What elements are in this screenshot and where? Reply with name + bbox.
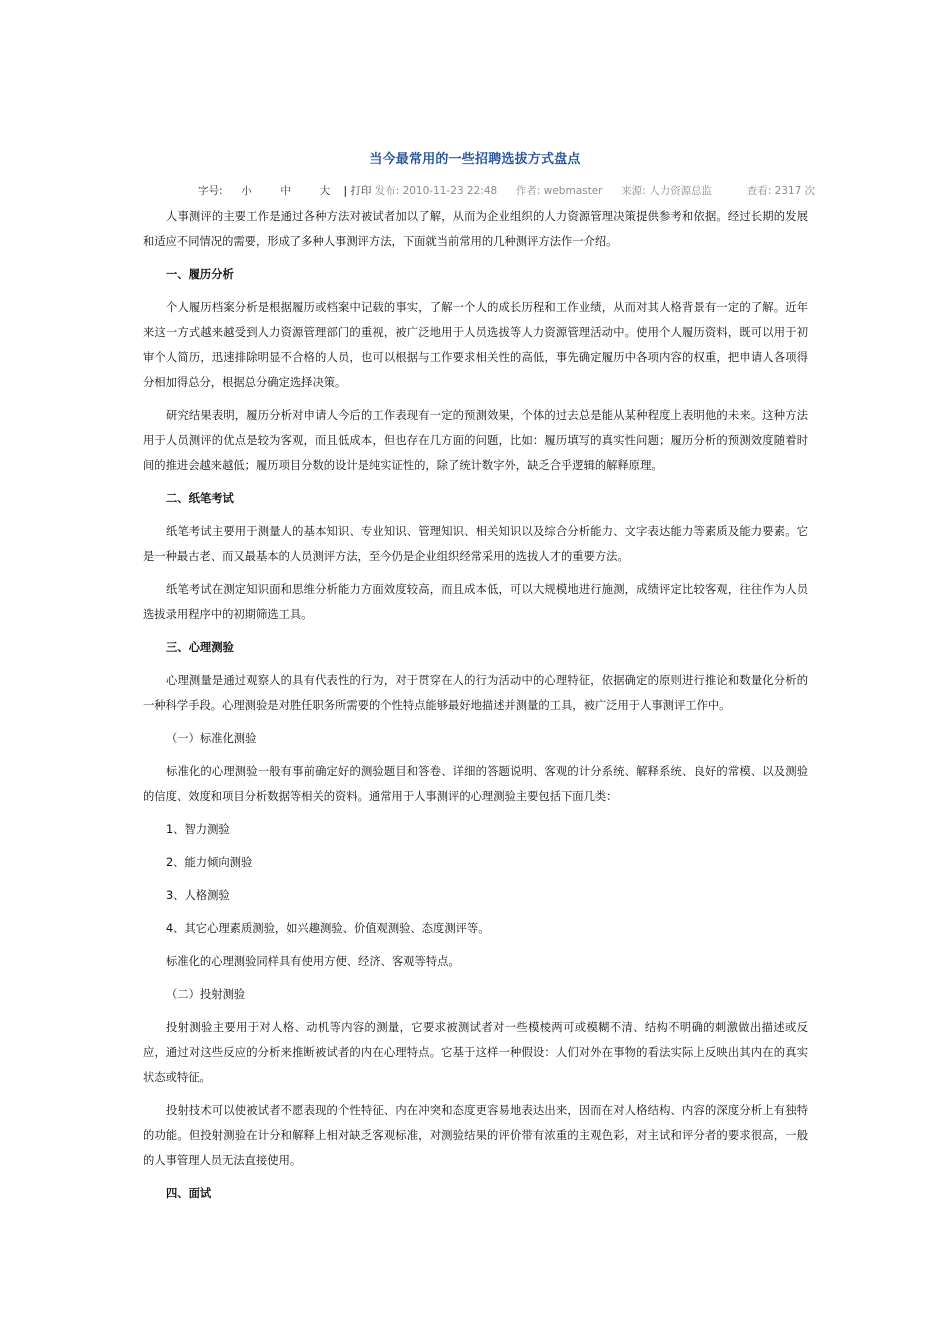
author: 作者: webmaster: [515, 185, 603, 197]
paragraph: 纸笔考试主要用于测量人的基本知识、专业知识、管理知识、相关知识以及综合分析能力、文字表达能力等素质及能力要素。它是一种最古老、而又最基本的人员测评方法，至今仍是企业组织经常采用的选拔人才的重要方法。: [143, 525, 808, 563]
font-size-label: 字号:: [198, 185, 223, 197]
subsection-heading-projective: （二）投射测验: [166, 988, 246, 1001]
subsection-heading-standardized: （一）标准化测验: [166, 732, 257, 745]
paragraph: 心理测量是通过观察人的具有代表性的行为，对于贯穿在人的行为活动中的心理特征，依据确定的原则进行推论和数量化分析的一种科学手段。心理测验是对胜任职务所需要的个性特点能够最好地描述并测量的工具，被广泛用于人事测评工作中。: [143, 674, 808, 712]
article-meta: [198, 183, 816, 198]
paragraph: 研究结果表明，履历分析对申请人今后的工作表现有一定的预测效果，个体的过去总是能从某种程度上表明他的未来。这种方法用于人员测评的优点是较为客观，而且低成本，但也存在几方面的问题，比如：履历填写的真实性问题；履历分析的预测效度随着时间的推进会越来越低；履历项目分数的设计是纯实证性的，除了统计数字外，缺乏合乎逻辑的解释原理。: [143, 409, 808, 472]
article-title: 当今最常用的一些招聘选拔方式盘点: [369, 152, 581, 167]
list-item: 1、智力测验: [166, 823, 230, 836]
article-body: [143, 204, 808, 1214]
paragraph: 个人履历档案分析是根据履历或档案中记载的事实，了解一个人的成长历程和工作业绩，从而对其人格背景有一定的了解。近年来这一方式越来越受到人力资源管理部门的重视，被广泛地用于人员选拔等人力资源管理活动中。使用个人履历资料，既可以用于初审个人简历，迅速排除明显不合格的人员，也可以根据与工作要求相关性的高低，事先确定履历中各项内容的权重，把申请人各项得分相加得总分，根据总分确定选择决策。: [143, 301, 808, 389]
view-count: 查看: 2317 次: [746, 185, 816, 197]
paragraph: 标准化的心理测验同样具有使用方便、经济、客观等特点。: [166, 955, 460, 968]
section-heading-resume: 一、履历分析: [166, 268, 234, 281]
print-link[interactable]: 打印: [350, 185, 372, 197]
list-item: 3、人格测验: [166, 889, 230, 902]
meta-separator: |: [343, 185, 347, 197]
list-item: 2、能力倾向测验: [166, 856, 253, 869]
font-size-small-link[interactable]: 小: [241, 185, 252, 197]
section-heading-interview: 四、面试: [166, 1187, 212, 1200]
paragraph: 纸笔考试在测定知识面和思维分析能力方面效度较高，而且成本低，可以大规模地进行施测，成绩评定比较客观，往往作为人员选拔录用程序中的初期筛选工具。: [143, 583, 808, 621]
font-size-large-link[interactable]: 大: [319, 185, 331, 197]
list-item: 4、其它心理素质测验，如兴趣测验、价值观测验、态度测评等。: [166, 922, 490, 935]
paragraph: 投射测验主要用于对人格、动机等内容的测量，它要求被测试者对一些模棱两可或模糊不清、结构不明确的刺激做出描述或反应，通过对这些反应的分析来推断被试者的内在心理特点。它基于这样一种假设：人们对外在事物的看法实际上反映出其内在的真实状态或特征。: [143, 1021, 808, 1084]
source: 来源: 人力资源总监: [621, 185, 713, 197]
section-heading-written-test: 二、纸笔考试: [166, 492, 234, 505]
publish-date: 发布: 2010-11-23 22:48: [374, 185, 498, 197]
section-heading-psych-test: 三、心理测验: [166, 641, 234, 654]
font-size-medium-link[interactable]: 中: [280, 185, 291, 197]
intro-paragraph: 人事测评的主要工作是通过各种方法对被试者加以了解，从而为企业组织的人力资源管理决策提供参考和依据。经过长期的发展和适应不同情况的需要，形成了多种人事测评方法，下面就当前常用的几种测评方法作一介绍。: [143, 210, 808, 248]
paragraph: 标准化的心理测验一般有事前确定好的测验题目和答卷、详细的答题说明、客观的计分系统、解释系统、良好的常模、以及测验的信度、效度和项目分析数据等相关的资料。通常用于人事测评的心理测验主要包括下面几类：: [143, 765, 808, 803]
paragraph: 投射技术可以使被试者不愿表现的个性特征、内在冲突和态度更容易地表达出来，因而在对人格结构、内容的深度分析上有独特的功能。但投射测验在计分和解释上相对缺乏客观标准，对测验结果的评价带有浓重的主观色彩，对主试和评分者的要求很高，一般的人事管理人员无法直接使用。: [143, 1104, 808, 1167]
